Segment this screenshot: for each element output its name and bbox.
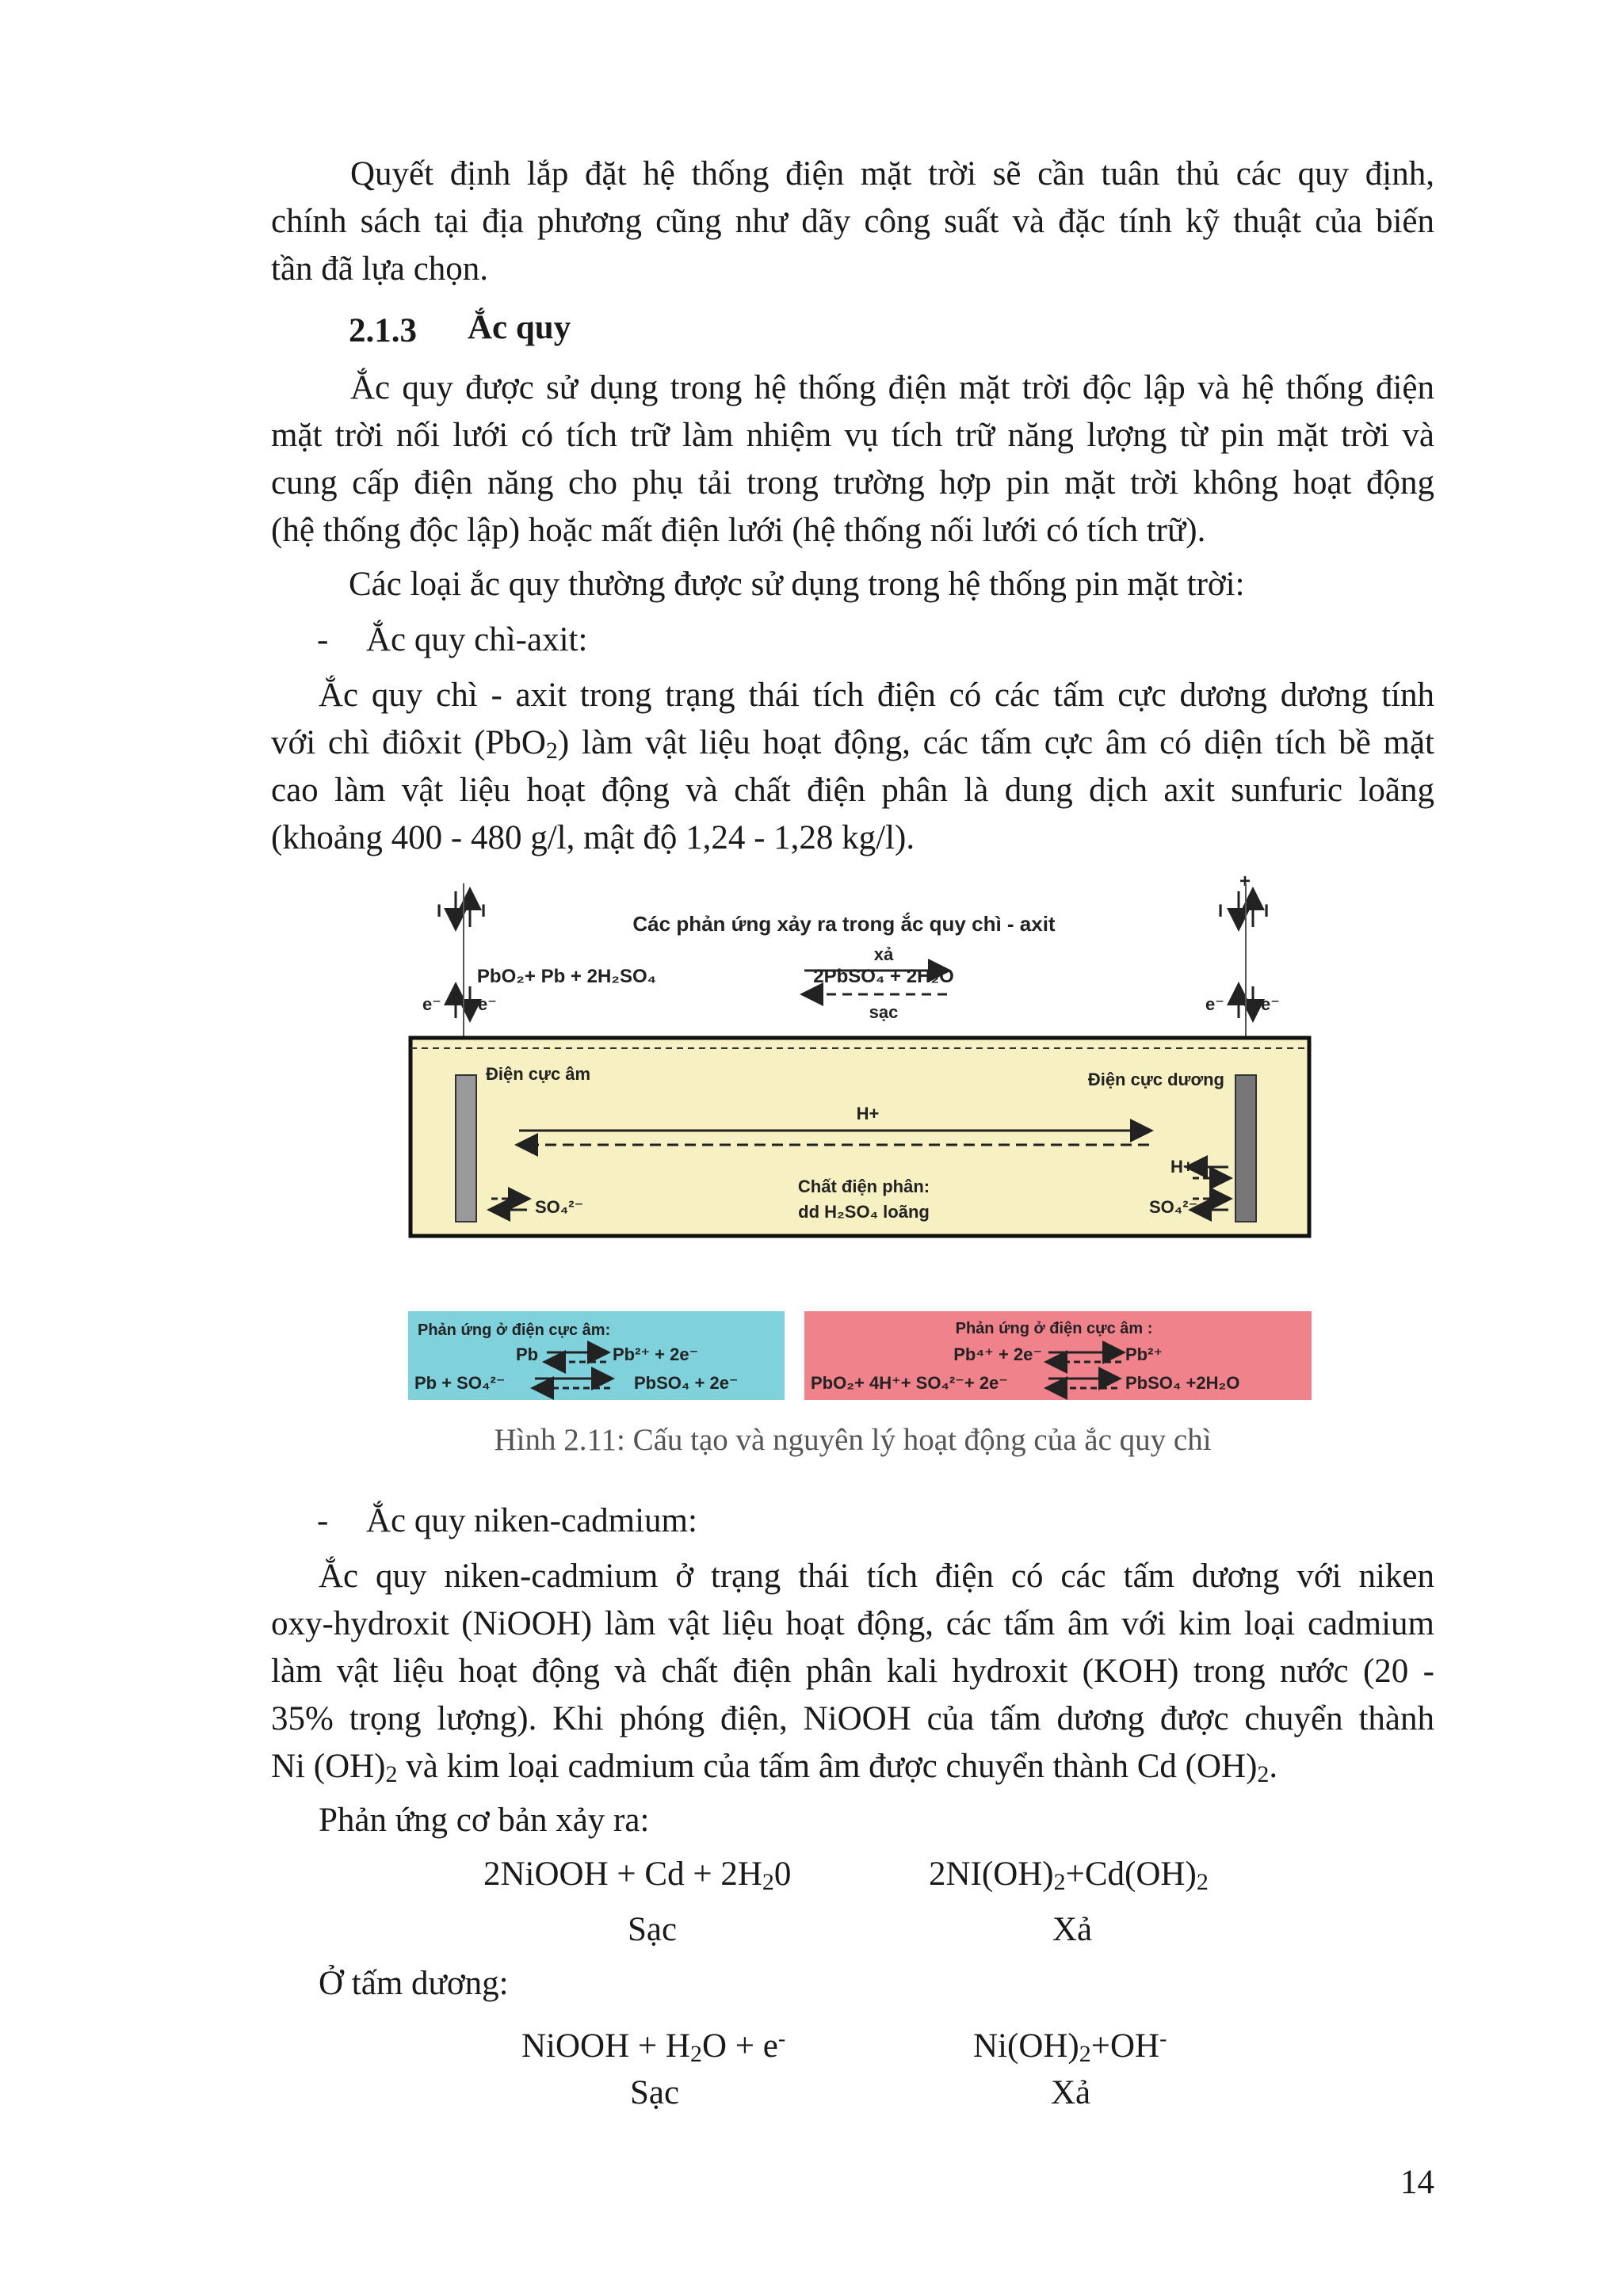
h-plus-right-label: H+: [1170, 1157, 1193, 1177]
para5-line2: oxy-hydroxit (NiOOH) làm vật liệu hoạt động, các tấm âm với kim loại cadmium: [271, 1605, 1434, 1642]
pos-r1-right: Pb²⁺: [1125, 1344, 1163, 1364]
para1-line2: chính sách tại địa phương cũng như dãy công suất và đặc tính kỹ thuật của biến: [271, 203, 1434, 240]
para1-line3: tần đã lựa chọn.: [271, 250, 489, 288]
para2-line3: cung cấp điện năng cho phụ tải trong trường hợp pin mặt trời không hoạt động: [271, 464, 1434, 502]
right-electron-label-2: e⁻: [1261, 994, 1280, 1014]
para5-line3: làm vật liệu hoạt động và chất điện phân kali hydroxit (KOH) trong nước (20 -: [271, 1653, 1434, 1690]
figure-title: Các phản ứng xảy ra trong ắc quy chì - axit: [632, 912, 1056, 936]
pos-r2-left: PbO₂+ 4H⁺+ SO₄²⁻+ 2e⁻: [811, 1373, 1008, 1393]
discharge-label: xả: [873, 944, 894, 964]
para4-line1: Ắc quy chì - axit trong trạng thái tích điện có các tấm cực dương dương tính: [319, 677, 1434, 714]
h-plus-label: H+: [856, 1104, 880, 1123]
para4-line4: (khoảng 400 - 480 g/l, mật độ 1,24 - 1,28 kg/l).: [271, 819, 915, 856]
right-current-label-1: I: [1218, 901, 1224, 921]
para2-line4: (hệ thống độc lập) hoặc mất điện lưới (hệ thống nối lưới có tích trữ).: [271, 512, 1206, 549]
neg-r1-right: Pb²⁺ + 2e⁻: [613, 1344, 699, 1364]
neg-r1-left: Pb: [515, 1344, 539, 1364]
right-electron-label-1: e⁻: [1205, 994, 1224, 1014]
left-current-label-2: I: [481, 901, 487, 921]
main-eq-right: 2PbSO₄ + 2H₂O: [813, 966, 954, 987]
eq2-charge-label: Sạc: [630, 2074, 680, 2111]
para2-line1: Ắc quy được sử dụng trong hệ thống điện mặt trời độc lập và hệ thống điện: [350, 369, 1434, 406]
negative-electrode: [456, 1075, 476, 1222]
para2-line2: mặt trời nối lưới có tích trữ làm nhiệm vụ tích trữ năng lượng từ pin mặt trời và: [271, 417, 1434, 454]
electrolyte-label-2: dd H₂SO₄ loãng: [798, 1202, 930, 1222]
para6: Phản ứng cơ bản xảy ra:: [319, 1802, 650, 1839]
charge-label: sạc: [869, 1002, 899, 1022]
negative-electrode-label: Điện cực âm: [486, 1064, 591, 1084]
main-eq-left: PbO₂+ Pb + 2H₂SO₄: [476, 966, 657, 987]
electrolyte-label-1: Chất điện phân:: [797, 1177, 930, 1196]
eq1-left: 2NiOOH + $Cd + 2H_20$: [483, 1855, 792, 1895]
positive-electrode-label: Điện cực dương: [1087, 1070, 1224, 1089]
para7: Ở tấm dương:: [319, 1965, 509, 2002]
positive-electrode: [1235, 1075, 1256, 1222]
left-current-label-1: I: [437, 901, 442, 921]
right-current-label-2: I: [1264, 901, 1270, 921]
so4-right-label: SO₄²⁻: [1149, 1197, 1198, 1217]
lead-acid-battery-diagram: [408, 868, 1312, 1414]
para5-line5: Ni $(OH)_2$ và kim loại cadmium của tấm âm được chuyển thành Cd $(OH)_2$.: [271, 1748, 1278, 1787]
page-number: 14: [1400, 2164, 1434, 2201]
so4-left-label: SO₄²⁻: [535, 1197, 584, 1217]
negative-reaction-title: Phản ứng ở điện cực âm:: [418, 1322, 611, 1339]
bullet1-dash: -: [317, 621, 329, 658]
pos-r2-right: PbSO₄ +2H₂O: [1125, 1373, 1240, 1393]
para5-line4: 35% trọng lượng). Khi phóng điện, NiOOH của tấm dương được chuyển thành: [271, 1700, 1434, 1737]
bullet2-dash: -: [317, 1502, 329, 1539]
pos-r1-left: Pb⁴⁺ + 2e⁻: [953, 1344, 1042, 1364]
para1-line1: Quyết định lắp đặt hệ thống điện mặt trời sẽ cần tuân thủ các quy định,: [350, 155, 1434, 193]
para4-line2: với chì điôxit (PbO$_2$) làm vật liệu hoạt động, các tấm cực âm có diện tích bề mặt: [271, 724, 1434, 764]
eq2-discharge-label: Xả: [1051, 2074, 1091, 2111]
eq1-charge-label: Sạc: [628, 1911, 678, 1948]
para5-line1: Ắc quy niken-cadmium ở trạng thái tích điện có các tấm dương với niken: [319, 1558, 1434, 1595]
figure-caption: Hình 2.11: Cấu tạo và nguyên lý hoạt động của ắc quy chì: [494, 1423, 1212, 1457]
positive-reaction-title: Phản ứng ở điện cực âm :: [955, 1320, 1153, 1337]
left-electron-label-1: e⁻: [422, 994, 441, 1014]
neg-r2-right: PbSO₄ + 2e⁻: [634, 1373, 739, 1393]
eq1-discharge-label: Xả: [1052, 1911, 1093, 1948]
para3: Các loại ắc quy thường được sử dụng trong hệ thống pin mặt trời:: [349, 566, 1245, 603]
bullet1-text: Ắc quy chì-axit:: [366, 621, 588, 658]
para4-line3: cao làm vật liệu hoạt động và chất điện phân là dung dịch axit sunfuric loãng: [271, 772, 1434, 809]
eq2-left: NiOOH + $H_2O + e^-$: [521, 2027, 786, 2067]
eq2-right: $Ni(OH)_2+OH^-$: [973, 2027, 1167, 2067]
plus-sign: +: [1239, 871, 1251, 892]
bullet2-text: Ắc quy niken-cadmium:: [366, 1502, 697, 1539]
eq1-right: $2NI(OH)_2+Cd(OH)_2$: [929, 1855, 1209, 1895]
neg-r2-left: Pb + SO₄²⁻: [414, 1373, 506, 1393]
section-title: Ắc quy: [468, 309, 571, 346]
section-number: 2.1.3: [349, 312, 417, 349]
left-electron-label-2: e⁻: [478, 994, 497, 1014]
